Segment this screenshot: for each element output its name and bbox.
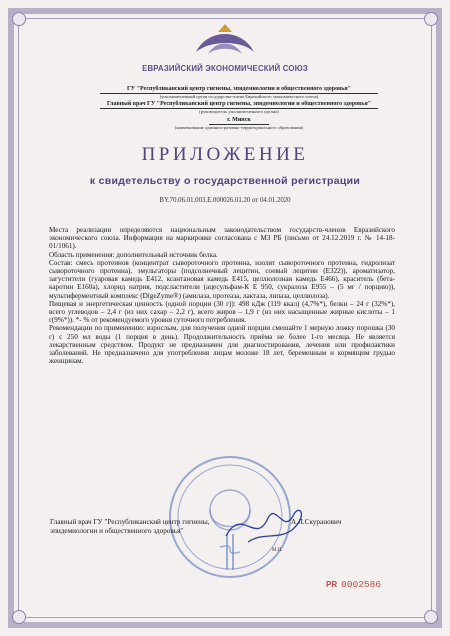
corner-ornament — [424, 610, 438, 624]
authority-block — [100, 85, 378, 100]
serial-digits: 0002586 — [341, 579, 382, 590]
official-name: Главный врач ГУ "Республиканский центр гигиены, эпидемиологии и общественного здоровья" — [100, 100, 378, 109]
seal-label: М.П. — [272, 548, 283, 553]
city-caption: (наименование административно-территориального образования) — [174, 125, 304, 130]
official-caption: (руководитель уполномоченного органа) — [199, 109, 279, 114]
serial-prefix: PR — [326, 580, 338, 589]
registration-number: BY.70.06.01.003.E.000026.01.20 от 04.01.2020 — [159, 197, 291, 204]
authority-name: ГУ "Республиканский центр гигиены, эпидемиологии и общественного здоровья" — [100, 85, 378, 94]
paragraph-recommendations: Рекомендации по применению: взрослым, для получения одной порции смешайте 1 мерную ложку порошка (30 г) с 250 мл воды (1 порция в день). Продолжительность приёма не более 1-го месяца. Не является лекарственным средством. Продукт не предназначен для диагностирования, лечения или профилактики заболеваний. Не предназначено для употребления лицам моложе 18 лет, беременным и кормящим грудью женщинам. — [49, 324, 395, 366]
union-name: ЕВРАЗИЙСКИЙ ЭКОНОМИЧЕСКИЙ СОЮЗ — [142, 64, 308, 73]
corner-ornament — [12, 12, 26, 26]
serial-number — [326, 579, 381, 590]
corner-ornament — [12, 610, 26, 624]
paragraph-nutrition: Пищевая и энергетическая ценность (одной порции (30 г)): 498 кДж (119 ккал) (4,7%*), белки – 24 г (32%*), всего углеводов – 2,4 г (из них сахар – 2,2 г), всего жиров – 1,9 г (из них насыщенные жирные кислоты – 1 г(9%*)). *- % от рекомендуемого уровня суточного потребления. — [49, 299, 395, 325]
paragraph-sale-places: Места реализации определяются национальным законодательством государств-членов Евразийского экономического союза. Информация на маркировке согласована с МЗ РБ (письмо от 24.12.2019 г. № 14-18-01/1061). — [49, 226, 395, 251]
body-text — [49, 226, 395, 365]
document-subtitle: к свидетельству о государственной регистрации — [89, 175, 361, 187]
paragraph-application-area: Область применения: дополнительный источник белка. — [49, 250, 218, 259]
city-name: г. Минск — [209, 116, 269, 125]
paragraph-composition: Состав: смесь протеинов (концентрат сывороточного протеина, изолят сывороточного протеина, гидролизат сывороточного протеина), эмульгаторы (подсолнечный лецитин, соевый лецитин (Е322)), ароматизатор, загустители (гуаровая камедь Е412, ксантановая камедь Е415, целлюлозная камедь Е466), краситель (бета-каротин Е160а), хлорид натрия, подсластители (ацесульфам-К Е 950, сукралоза Е955 – (5 мг / порцию)), мультиферментный комплекс (DigeZyme®) (амилаза, протеаза, лактаза, липаза, целлюлоза). — [49, 258, 395, 300]
eaeu-logo-icon — [188, 22, 262, 60]
official-block — [100, 100, 378, 115]
signer-name: А.Л.Скуранович — [291, 518, 342, 526]
corner-ornament — [424, 12, 438, 26]
signer-title: Главный врач ГУ "Республиканский центр гигиены, эпидемиологии и общественного здоровья" — [50, 518, 210, 535]
city-block — [100, 116, 378, 131]
authority-caption: (уполномоченный орган государства-члена Евразийского экономического союза) — [159, 94, 319, 99]
document-title: ПРИЛОЖЕНИЕ — [141, 144, 309, 165]
